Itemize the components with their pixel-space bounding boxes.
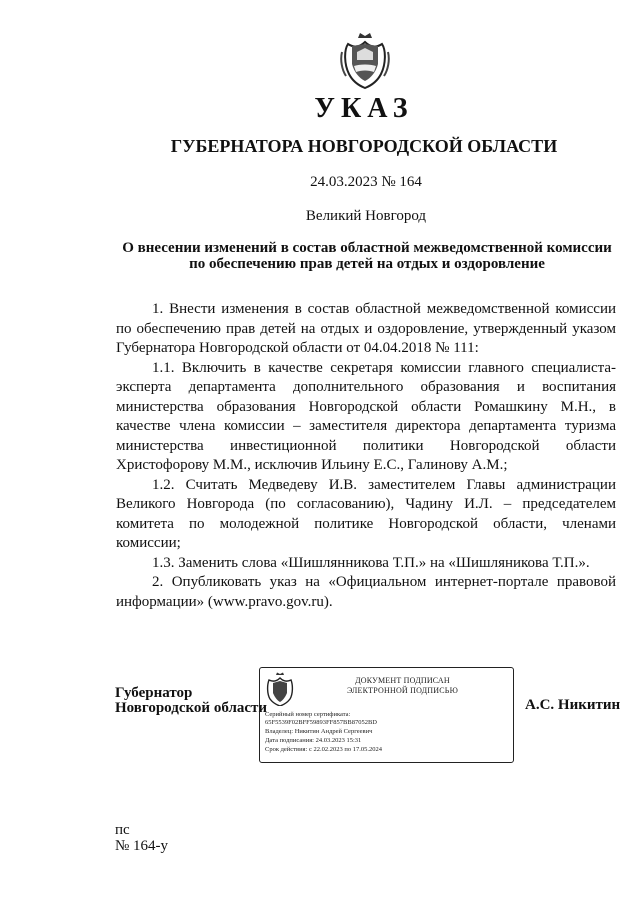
- subject-line-2: по обеспечению прав детей на отдых и оздоровление: [189, 256, 545, 272]
- subject-line-1: О внесении изменений в состав областной межведомственной комиссии: [122, 240, 612, 256]
- paragraph-1-3: 1.3. Заменить слова «Шишлянникова Т.П.» на «Шишляникова Т.П.».: [152, 554, 590, 571]
- electronic-signature-stamp: [259, 667, 514, 763]
- document-body: [116, 300, 616, 612]
- signatory-position-line-1: Губернатор: [115, 685, 193, 701]
- subject-heading: [112, 240, 622, 272]
- stamp-emblem-icon: [264, 672, 296, 706]
- signatory-position: [115, 686, 267, 716]
- stamp-serial: 65F5539F02BFF59893FF857BB87052BD: [265, 719, 377, 726]
- stamp-title-line-2: ЭЛЕКТРОННОЙ ПОДПИСЬЮ: [346, 686, 459, 695]
- stamp-validity: Срок действия: с 22.02.2023 по 17.05.2024: [265, 746, 382, 753]
- stamp-signed-date: Дата подписания: 24.03.2023 15:31: [265, 737, 362, 744]
- date-number: 24.03.2023 № 164: [310, 174, 422, 190]
- signatory-position-line-2: Новгородской области: [115, 700, 268, 716]
- stamp-title: [300, 676, 505, 696]
- document-type: УКАЗ: [314, 93, 414, 124]
- stamp-title-line-1: ДОКУМЕНТ ПОДПИСАН: [355, 676, 450, 685]
- footer-initials: пс: [115, 822, 130, 838]
- paragraph-1-1: 1.1. Включить в качестве секретаря комиссии главного специалиста-эксперта департамента дополнительного образования и воспитания министерства образования Новгородской области Ромашкину М.Н., в качестве члена комиссии – заместителя директора департамента туризма министерства инвестиционной политики Новгородской области Христофорову М.М., исключив Ильину Е.С., Галинову А.М.;: [116, 359, 616, 473]
- issuer-title: ГУБЕРНАТОРА НОВГОРОДСКОЙ ОБЛАСТИ: [170, 136, 558, 156]
- city: Великий Новгород: [305, 208, 427, 224]
- paragraph-1: 1. Внести изменения в состав областной межведомственной комиссии по обеспечению прав детей на отдых и оздоровление, утвержденный указом Губернатора Новгородской области от 04.04.2018 № 111:: [116, 301, 616, 356]
- signatory-name: А.С. Никитин: [525, 697, 621, 713]
- paragraph-2: 2. Опубликовать указ на «Официальном интернет-портале правовой информации» (www.pravo.gov.ru).: [116, 574, 616, 610]
- stamp-owner: Владелец: Никитин Андрей Сергеевич: [265, 728, 373, 735]
- footer-registration: [115, 822, 168, 854]
- footer-reg-number: № 164-у: [115, 838, 169, 854]
- coat-of-arms-icon: [340, 30, 390, 90]
- stamp-serial-label: Серийный номер сертификата:: [265, 711, 351, 718]
- paragraph-1-2: 1.2. Считать Медведеву И.В. заместителем Главы администрации Великого Новгорода (по согласованию), Чадину И.Л. – председателем комитета по молодежной политике Новгородской области, членами комиссии;: [116, 476, 616, 551]
